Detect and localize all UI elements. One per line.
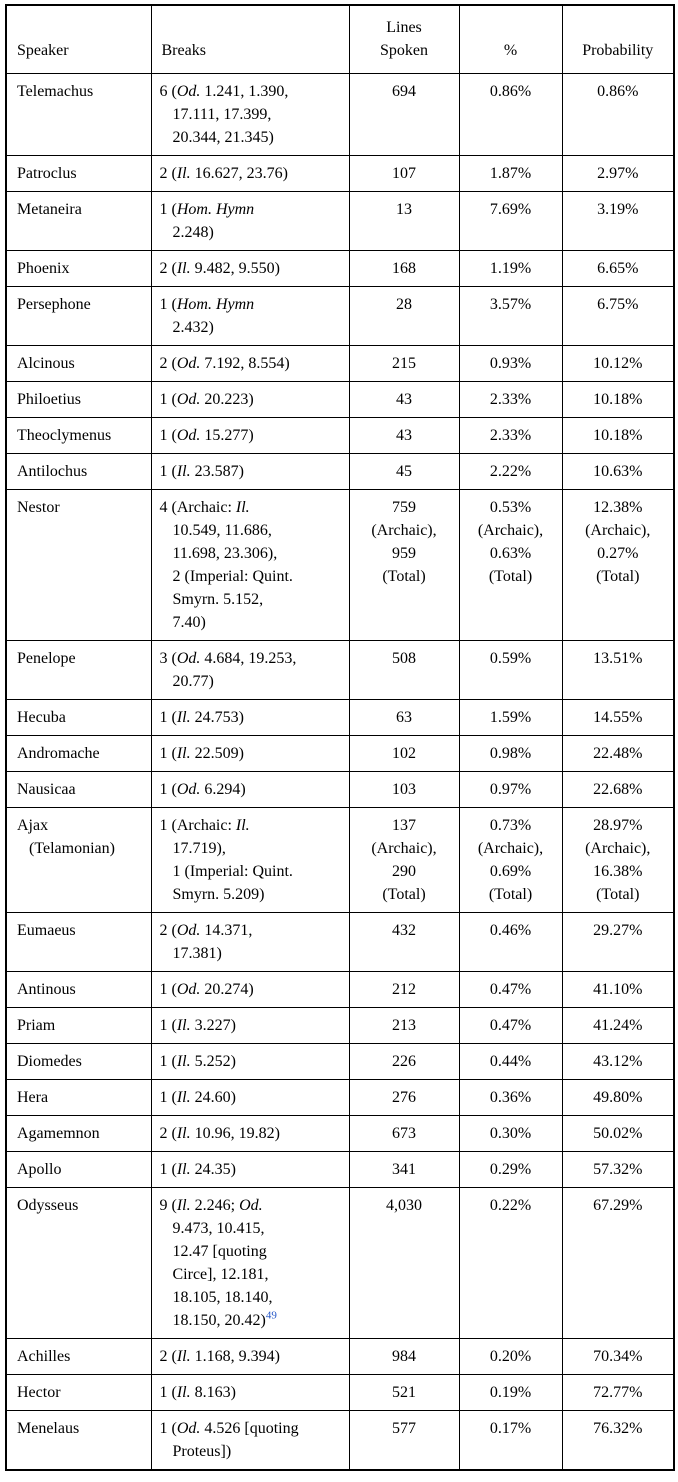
probability-cell: 67.29% xyxy=(562,1188,674,1339)
breaks-text: 2.248) xyxy=(172,224,214,241)
work-title: Il. xyxy=(176,1017,191,1034)
percent-cell: 0.20% xyxy=(459,1339,562,1375)
probability-cell: 6.65% xyxy=(562,251,674,287)
footnote-ref-49[interactable]: 49 xyxy=(265,1309,277,1322)
percent-cell: 0.22% xyxy=(459,1188,562,1339)
table-row xyxy=(6,454,674,490)
breaks-cell xyxy=(151,382,349,418)
lines-spoken-cell: 215 xyxy=(349,346,459,382)
percent-cell: 0.44% xyxy=(459,1044,562,1080)
probability-cell: 12.38% (Archaic), 0.27% (Total) xyxy=(562,490,674,641)
speaker-cell: Theoclymenus xyxy=(6,418,151,454)
lines-spoken-cell: 521 xyxy=(349,1375,459,1411)
lines-spoken-cell: 432 xyxy=(349,913,459,972)
percent-cell: 2.22% xyxy=(459,454,562,490)
col-header-probability: Probability xyxy=(562,5,674,74)
breaks-cell xyxy=(151,808,349,913)
breaks-text: 1 ( xyxy=(159,1017,177,1034)
breaks-text: 6.294) xyxy=(200,781,246,798)
table-row xyxy=(6,1188,674,1339)
breaks-cell xyxy=(151,251,349,287)
breaks-text: 4.526 [quoting Proteus]) xyxy=(172,1420,299,1460)
work-title: Od. xyxy=(176,650,201,667)
breaks-cell xyxy=(151,913,349,972)
breaks-cell xyxy=(151,1411,349,1471)
work-title: Od. xyxy=(176,83,201,100)
speaker-cell: Telemachus xyxy=(6,74,151,156)
breaks-text: 5.252) xyxy=(190,1053,236,1070)
breaks-text: 1 ( xyxy=(159,201,177,218)
breaks-text: 2 ( xyxy=(159,165,177,182)
table-body xyxy=(6,74,674,1471)
table-row xyxy=(6,913,674,972)
breaks-text: 24.753) xyxy=(190,709,244,726)
percent-cell: 3.57% xyxy=(459,287,562,346)
breaks-text: 1 ( xyxy=(159,1053,177,1070)
table-row xyxy=(6,287,674,346)
probability-cell: 6.75% xyxy=(562,287,674,346)
breaks-text: 1 ( xyxy=(159,427,177,444)
percent-cell: 0.53% (Archaic), 0.63% (Total) xyxy=(459,490,562,641)
table-row xyxy=(6,1339,674,1375)
breaks-text: 1 ( xyxy=(159,391,177,408)
lines-spoken-cell: 102 xyxy=(349,736,459,772)
lines-spoken-cell: 508 xyxy=(349,641,459,700)
lines-spoken-cell: 45 xyxy=(349,454,459,490)
breaks-cell xyxy=(151,346,349,382)
breaks-text: 1 ( xyxy=(159,981,177,998)
table-row xyxy=(6,382,674,418)
table-header xyxy=(6,5,674,74)
breaks-text: 2 ( xyxy=(159,355,177,372)
percent-cell: 0.30% xyxy=(459,1116,562,1152)
work-title: Il. xyxy=(176,1125,191,1142)
breaks-cell xyxy=(151,972,349,1008)
breaks-text: 4 (Archaic: xyxy=(159,499,236,516)
table-row xyxy=(6,346,674,382)
probability-cell: 10.63% xyxy=(562,454,674,490)
speaker-cell: Phoenix xyxy=(6,251,151,287)
probability-cell: 3.19% xyxy=(562,192,674,251)
work-title: Od. xyxy=(176,981,201,998)
work-title: Od. xyxy=(176,781,201,798)
speaker-cell: Nestor xyxy=(6,490,151,641)
breaks-text: 3.227) xyxy=(190,1017,236,1034)
col-header-breaks: Breaks xyxy=(151,5,349,74)
breaks-cell xyxy=(151,156,349,192)
col-header-lines-spoken: Lines Spoken xyxy=(349,5,459,74)
lines-spoken-cell: 276 xyxy=(349,1080,459,1116)
probability-cell: 22.68% xyxy=(562,772,674,808)
probability-cell: 43.12% xyxy=(562,1044,674,1080)
lines-spoken-cell: 137 (Archaic), 290 (Total) xyxy=(349,808,459,913)
breaks-text: 9 ( xyxy=(159,1197,177,1214)
speaker-cell: Diomedes xyxy=(6,1044,151,1080)
breaks-cell xyxy=(151,1116,349,1152)
table-row xyxy=(6,156,674,192)
speaker-cell: Hecuba xyxy=(6,700,151,736)
lines-spoken-cell: 759 (Archaic), 959 (Total) xyxy=(349,490,459,641)
breaks-text: 1.241, 1.390, 17.111, 17.399, 20.344, 21.345) xyxy=(172,83,289,146)
breaks-text: 10.549, 11.686, 11.698, 23.306), 2 (Imperial: Quint. Smyrn. 5.152, 7.40) xyxy=(172,522,293,631)
table-row xyxy=(6,1116,674,1152)
table-row xyxy=(6,251,674,287)
speaker-cell: Metaneira xyxy=(6,192,151,251)
breaks-cell xyxy=(151,1008,349,1044)
speaker-cell: Agamemnon xyxy=(6,1116,151,1152)
work-title: Il. xyxy=(176,165,191,182)
speaker-cell: Hector xyxy=(6,1375,151,1411)
work-title: Hom. Hymn xyxy=(176,201,255,218)
speaker-cell: Patroclus xyxy=(6,156,151,192)
speaker-cell: Hera xyxy=(6,1080,151,1116)
breaks-text: 1 ( xyxy=(159,1161,177,1178)
breaks-text: 2.246; xyxy=(190,1197,240,1214)
lines-spoken-cell: 28 xyxy=(349,287,459,346)
col-header-speaker: Speaker xyxy=(6,5,151,74)
breaks-text: 1 ( xyxy=(159,1384,177,1401)
lines-spoken-cell: 577 xyxy=(349,1411,459,1471)
breaks-cell xyxy=(151,490,349,641)
percent-cell: 0.19% xyxy=(459,1375,562,1411)
work-title: Il. xyxy=(176,1348,191,1365)
work-title: Od. xyxy=(176,1420,201,1437)
work-title: Hom. Hymn xyxy=(176,296,255,313)
speaker-cell: Alcinous xyxy=(6,346,151,382)
breaks-text: 23.587) xyxy=(190,463,244,480)
table-row xyxy=(6,1080,674,1116)
work-title: Od. xyxy=(176,427,201,444)
work-title: Il. xyxy=(176,260,191,277)
work-title: Il. xyxy=(176,1053,191,1070)
breaks-text: 2.432) xyxy=(172,319,214,336)
probability-cell: 13.51% xyxy=(562,641,674,700)
percent-cell: 0.29% xyxy=(459,1152,562,1188)
breaks-cell xyxy=(151,1152,349,1188)
lines-spoken-cell: 107 xyxy=(349,156,459,192)
work-title: Il. xyxy=(176,745,191,762)
lines-spoken-cell: 63 xyxy=(349,700,459,736)
speaker-cell: Priam xyxy=(6,1008,151,1044)
table-row xyxy=(6,418,674,454)
work-title: Od. xyxy=(176,391,201,408)
percent-cell: 0.73% (Archaic), 0.69% (Total) xyxy=(459,808,562,913)
probability-cell: 14.55% xyxy=(562,700,674,736)
probability-cell: 2.97% xyxy=(562,156,674,192)
probability-cell: 10.18% xyxy=(562,418,674,454)
probability-cell: 41.10% xyxy=(562,972,674,1008)
breaks-text: 2 ( xyxy=(159,260,177,277)
speaker-cell: Persephone xyxy=(6,287,151,346)
table-row xyxy=(6,490,674,641)
work-title: Il. xyxy=(176,709,191,726)
lines-spoken-cell: 212 xyxy=(349,972,459,1008)
breaks-text: 4.684, 19.253, 20.77) xyxy=(172,650,297,690)
work-title: Il. xyxy=(176,1197,191,1214)
probability-cell: 76.32% xyxy=(562,1411,674,1471)
probability-cell: 50.02% xyxy=(562,1116,674,1152)
breaks-text: 2 ( xyxy=(159,1125,177,1142)
breaks-text: 1 ( xyxy=(159,745,177,762)
probability-cell: 72.77% xyxy=(562,1375,674,1411)
speaker-cell: Antinous xyxy=(6,972,151,1008)
percent-cell: 0.47% xyxy=(459,972,562,1008)
breaks-cell xyxy=(151,454,349,490)
work-title: Il. xyxy=(176,1161,191,1178)
breaks-text: 9.473, 10.415, 12.47 [quoting Circe], 12.181, 18.105, 18.140, 18.150, 20.42) xyxy=(172,1220,273,1329)
percent-cell: 0.59% xyxy=(459,641,562,700)
breaks-text: 24.60) xyxy=(190,1089,236,1106)
breaks-text: 17.719), 1 (Imperial: Quint. Smyrn. 5.209) xyxy=(172,840,293,903)
lines-spoken-cell: 168 xyxy=(349,251,459,287)
probability-cell: 0.86% xyxy=(562,74,674,156)
breaks-cell xyxy=(151,192,349,251)
probability-cell: 10.12% xyxy=(562,346,674,382)
percent-cell: 2.33% xyxy=(459,418,562,454)
breaks-text: 14.371, 17.381) xyxy=(172,922,253,962)
breaks-cell xyxy=(151,772,349,808)
percent-cell: 0.36% xyxy=(459,1080,562,1116)
table-row xyxy=(6,772,674,808)
breaks-text: 1 ( xyxy=(159,709,177,726)
breaks-text: 1 ( xyxy=(159,296,177,313)
percent-cell: 2.33% xyxy=(459,382,562,418)
table-row xyxy=(6,808,674,913)
breaks-text: 2 ( xyxy=(159,1348,177,1365)
percent-cell: 7.69% xyxy=(459,192,562,251)
work-title: Od. xyxy=(176,355,201,372)
breaks-cell xyxy=(151,1375,349,1411)
breaks-text: 1 ( xyxy=(159,1420,177,1437)
probability-cell: 70.34% xyxy=(562,1339,674,1375)
breaks-text: 6 ( xyxy=(159,83,177,100)
percent-cell: 0.46% xyxy=(459,913,562,972)
lines-spoken-cell: 673 xyxy=(349,1116,459,1152)
breaks-text: 9.482, 9.550) xyxy=(190,260,280,277)
breaks-cell xyxy=(151,736,349,772)
speech-breaks-table xyxy=(5,4,675,1471)
table-row xyxy=(6,1152,674,1188)
speaker-cell: Antilochus xyxy=(6,454,151,490)
breaks-cell xyxy=(151,1080,349,1116)
percent-cell: 0.17% xyxy=(459,1411,562,1471)
lines-spoken-cell: 226 xyxy=(349,1044,459,1080)
lines-spoken-cell: 43 xyxy=(349,418,459,454)
probability-cell: 10.18% xyxy=(562,382,674,418)
lines-spoken-cell: 103 xyxy=(349,772,459,808)
header-row xyxy=(6,5,674,74)
lines-spoken-cell: 984 xyxy=(349,1339,459,1375)
table-row xyxy=(6,1008,674,1044)
lines-spoken-cell: 13 xyxy=(349,192,459,251)
work-title: Il. xyxy=(176,1089,191,1106)
breaks-text: 15.277) xyxy=(200,427,254,444)
speaker-cell: Achilles xyxy=(6,1339,151,1375)
percent-cell: 1.87% xyxy=(459,156,562,192)
percent-cell: 1.59% xyxy=(459,700,562,736)
table-row xyxy=(6,641,674,700)
breaks-text: 1 ( xyxy=(159,781,177,798)
breaks-cell xyxy=(151,287,349,346)
work-title: Il. xyxy=(176,463,191,480)
percent-cell: 1.19% xyxy=(459,251,562,287)
breaks-cell xyxy=(151,418,349,454)
breaks-cell xyxy=(151,700,349,736)
speaker-cell: Philoetius xyxy=(6,382,151,418)
percent-cell: 0.97% xyxy=(459,772,562,808)
breaks-text: 8.163) xyxy=(190,1384,236,1401)
percent-cell: 0.86% xyxy=(459,74,562,156)
work-title: Od. xyxy=(239,1197,263,1214)
speaker-cell: Odysseus xyxy=(6,1188,151,1339)
breaks-text: 1.168, 9.394) xyxy=(190,1348,280,1365)
breaks-text: 24.35) xyxy=(190,1161,236,1178)
breaks-text: 1 (Archaic: xyxy=(159,817,236,834)
speaker-cell: Penelope xyxy=(6,641,151,700)
speaker-cell: Nausicaa xyxy=(6,772,151,808)
breaks-text: 20.223) xyxy=(200,391,254,408)
percent-cell: 0.93% xyxy=(459,346,562,382)
probability-cell: 41.24% xyxy=(562,1008,674,1044)
percent-cell: 0.98% xyxy=(459,736,562,772)
lines-spoken-cell: 341 xyxy=(349,1152,459,1188)
breaks-text: 22.509) xyxy=(190,745,244,762)
breaks-text: 3 ( xyxy=(159,650,177,667)
speaker-cell: Ajax (Telamonian) xyxy=(6,808,151,913)
table-row xyxy=(6,700,674,736)
breaks-cell xyxy=(151,1044,349,1080)
table-row xyxy=(6,74,674,156)
probability-cell: 28.97% (Archaic), 16.38% (Total) xyxy=(562,808,674,913)
speaker-cell: Eumaeus xyxy=(6,913,151,972)
table-row xyxy=(6,1044,674,1080)
breaks-cell xyxy=(151,1339,349,1375)
lines-spoken-cell: 4,030 xyxy=(349,1188,459,1339)
probability-cell: 49.80% xyxy=(562,1080,674,1116)
lines-spoken-cell: 213 xyxy=(349,1008,459,1044)
speaker-cell: Andromache xyxy=(6,736,151,772)
breaks-cell xyxy=(151,74,349,156)
probability-cell: 57.32% xyxy=(562,1152,674,1188)
percent-cell: 0.47% xyxy=(459,1008,562,1044)
probability-cell: 22.48% xyxy=(562,736,674,772)
breaks-text: 20.274) xyxy=(200,981,254,998)
work-title: Il. xyxy=(235,499,250,516)
work-title: Il. xyxy=(235,817,250,834)
table-row xyxy=(6,972,674,1008)
work-title: Od. xyxy=(176,922,201,939)
speaker-cell: Apollo xyxy=(6,1152,151,1188)
work-title: Il. xyxy=(176,1384,191,1401)
breaks-text: 1 ( xyxy=(159,1089,177,1106)
col-header-percent: % xyxy=(459,5,562,74)
table-row xyxy=(6,192,674,251)
breaks-cell xyxy=(151,1188,349,1339)
breaks-text: 10.96, 19.82) xyxy=(190,1125,280,1142)
table-row xyxy=(6,1411,674,1471)
breaks-text: 2 ( xyxy=(159,922,177,939)
probability-cell: 29.27% xyxy=(562,913,674,972)
breaks-text: 1 ( xyxy=(159,463,177,480)
speaker-cell: Menelaus xyxy=(6,1411,151,1471)
lines-spoken-cell: 43 xyxy=(349,382,459,418)
table-row xyxy=(6,736,674,772)
lines-spoken-cell: 694 xyxy=(349,74,459,156)
breaks-text: 16.627, 23.76) xyxy=(190,165,288,182)
breaks-cell xyxy=(151,641,349,700)
breaks-text: 7.192, 8.554) xyxy=(200,355,290,372)
table-row xyxy=(6,1375,674,1411)
